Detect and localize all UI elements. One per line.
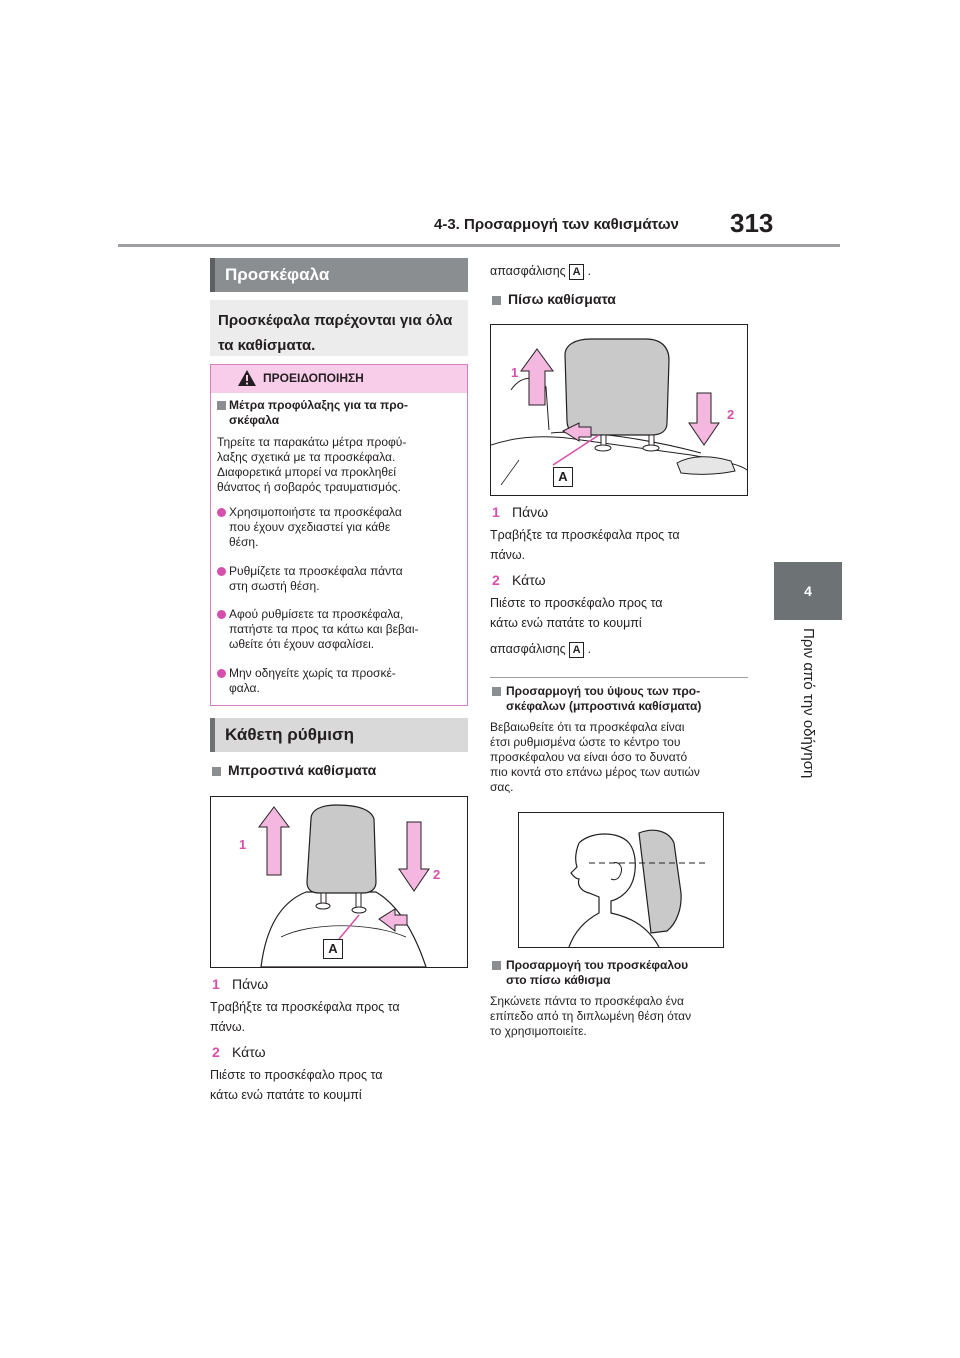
figure-label-a: A [323, 939, 343, 959]
warning-box [210, 364, 468, 706]
step2-text: Πιέστε το προσκέφαλο προς τα [210, 1068, 383, 1082]
warning-bullet-line: πατήστε τα προς τα κάτω και βεβαι- [229, 622, 419, 636]
height-title-line2: σκέφαλων (μπροστινά καθίσματα) [506, 699, 702, 713]
chapter-tab [774, 628, 842, 808]
bullet-icon [217, 567, 226, 576]
bullet-icon [217, 610, 226, 619]
intro-text: Προσκέφαλα παρέχονται για όλα τα καθίσματα. [218, 312, 453, 354]
warning-text-line: λαξης σχετικά με τα προσκέφαλα. [217, 450, 396, 464]
page-number: 313 [730, 208, 774, 238]
height-text-line: πιο κοντά στο επάνω μέρος των αυτιών [490, 765, 700, 779]
warning-label: ΠΡΟΕΙΔΟΠΟΙΗΣΗ [263, 371, 364, 385]
step2-number: 2 [492, 572, 500, 588]
warning-title-line2: σκέφαλα [229, 413, 280, 427]
head-position-illustration [519, 813, 723, 947]
step1-number: 1 [212, 976, 220, 992]
step2-label: Κάτω [232, 1044, 266, 1060]
warning-title-line1: Μέτρα προφύλαξης για τα προ- [229, 398, 408, 412]
figure-label-1: 1 [511, 365, 519, 380]
height-title-line1: Προσαρμογή του ύψους των προ- [506, 684, 701, 698]
label-a-box: A [569, 642, 584, 658]
step1-number: 1 [492, 504, 500, 520]
chapter-tab-text: Πριν από την οδήγηση [800, 628, 817, 779]
figure-label-2: 2 [433, 867, 441, 882]
chapter-tab-number: 4 [774, 562, 842, 620]
step2-text-word: απασφάλισης [490, 642, 566, 656]
step1-text: Τραβήξτε τα προσκέφαλα προς τα [210, 1000, 400, 1014]
warning-bullet-line: Ρυθμίζετε τα προσκέφαλα πάντα [229, 564, 403, 578]
rear-text-line: το χρησιμοποιείτε. [490, 1024, 587, 1038]
bullet-icon [217, 669, 226, 678]
step2-label: Κάτω [512, 572, 546, 588]
continued-text-end: . [587, 264, 592, 278]
rear-title-line2: στο πίσω κάθισμα [506, 973, 611, 987]
step1-text: πάνω. [210, 1020, 246, 1034]
rear-text-line: επίπεδο από τη διπλωμένη θέση όταν [490, 1009, 692, 1023]
rear-text-line: Σηκώνετε πάντα το προσκέφαλο ένα [490, 994, 684, 1008]
figure-label-1: 1 [239, 837, 247, 852]
rear-headrest-figure [490, 324, 748, 496]
step1-label: Πάνω [512, 504, 549, 520]
height-text-line: προσκέφαλου να είναι όσο το δυνατό [490, 750, 688, 764]
warning-bullet-line: ωθείτε ότι έχουν ασφαλίσει. [229, 637, 375, 651]
label-a-box: A [569, 264, 584, 280]
rear-headrest-illustration [491, 325, 747, 495]
intro-box [210, 300, 468, 356]
head-position-figure [518, 812, 724, 948]
step2-text: κάτω ενώ πατάτε το κουμπί [490, 616, 642, 630]
heading-vertical-adjust [210, 718, 468, 752]
height-text-line: Βεβαιωθείτε ότι τα προσκέφαλα είναι [490, 720, 685, 734]
front-seats-title: Μπροστινά καθίσματα [228, 762, 377, 778]
height-text-line: σας. [490, 780, 514, 794]
warning-text-line: Τηρείτε τα παρακάτω μέτρα προφύ- [217, 435, 407, 449]
heading-headrests-text: Προσκέφαλα [225, 265, 330, 284]
step2-text: κάτω ενώ πατάτε το κουμπί [210, 1088, 362, 1102]
divider [490, 677, 748, 678]
warning-bullet-line: θέση. [229, 535, 259, 549]
header-rule [118, 244, 840, 247]
step2-text-end: . [587, 642, 592, 656]
square-bullet-icon [217, 401, 226, 410]
warning-bullet-line: Χρησιμοποιήστε τα προσκέφαλα [229, 505, 402, 519]
square-bullet-icon [492, 687, 501, 696]
step2-text [490, 640, 591, 659]
step1-label: Πάνω [232, 976, 269, 992]
warning-icon [237, 369, 257, 387]
warning-bullet-line: φαλα. [229, 681, 260, 695]
step1-text: Τραβήξτε τα προσκέφαλα προς τα [490, 528, 680, 542]
warning-text-line: Διαφορετικά μπορεί να προκληθεί [217, 465, 397, 479]
warning-bullet-line: στη σωστή θέση. [229, 579, 320, 593]
square-bullet-icon [492, 961, 501, 970]
front-headrest-figure [210, 796, 468, 968]
warning-text-line: θάνατος ή σοβαρός τραυματισμός. [217, 480, 401, 494]
square-bullet-icon [492, 296, 501, 305]
warning-bullet-line: Μην οδηγείτε χωρίς τα προσκέ- [229, 666, 396, 680]
square-bullet-icon [212, 767, 221, 776]
figure-label-2: 2 [727, 407, 735, 422]
warning-bullet-line: Αφού ρυθμίσετε τα προσκέφαλα, [229, 607, 404, 621]
continued-text-word: απασφάλισης [490, 264, 566, 278]
warning-bullet-line: που έχουν σχεδιαστεί για κάθε [229, 520, 391, 534]
step2-text: Πιέστε το προσκέφαλο προς τα [490, 596, 663, 610]
heading-headrests [210, 258, 468, 292]
height-text-line: έτσι ρυθμισμένα ώστε το κέντρο του [490, 735, 681, 749]
figure-label-a: A [553, 467, 573, 487]
step2-number: 2 [212, 1044, 220, 1060]
continued-text [490, 262, 591, 281]
heading-vertical-adjust-text: Κάθετη ρύθμιση [225, 725, 355, 744]
rear-title-line1: Προσαρμογή του προσκέφαλου [506, 958, 689, 972]
bullet-icon [217, 508, 226, 517]
section-title: 4-3. Προσαρμογή των καθισμάτων [434, 216, 679, 233]
rear-seats-title: Πίσω καθίσματα [508, 291, 616, 307]
step1-text: πάνω. [490, 548, 526, 562]
warning-header [211, 365, 467, 393]
